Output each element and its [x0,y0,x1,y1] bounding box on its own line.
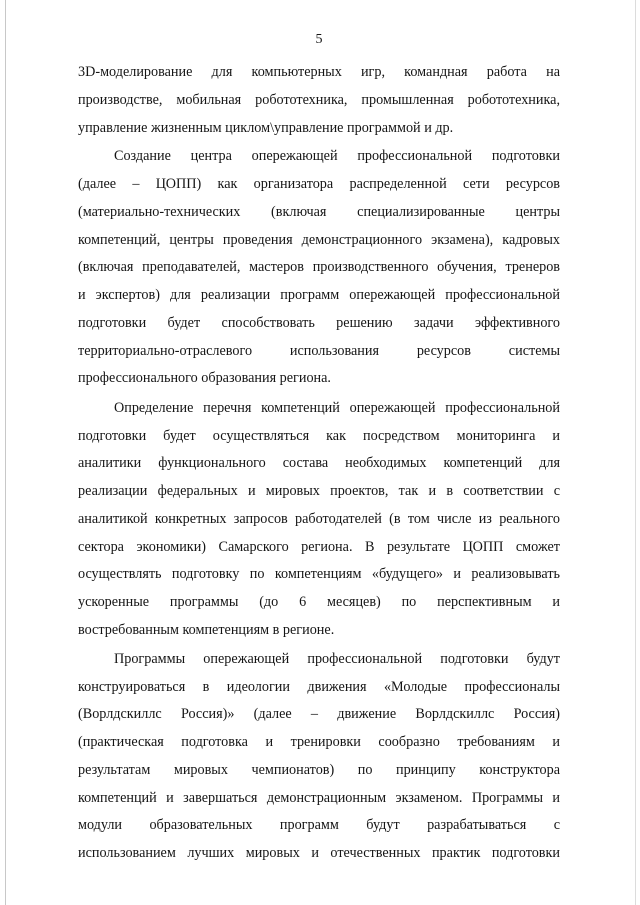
text-line: компетенций и завершаться демонстрационным экзаменом. Программы и [78,790,560,806]
text-line: (далее – ЦОПП) как организатора распределенной сети ресурсов [78,176,560,192]
text-line: модули образовательных программ будут разрабатываться с [78,817,560,833]
text-line: аналитики функционального состава необходимых компетенций для [78,455,560,471]
text-line: (материально-технических (включая специализированные центры [78,204,560,220]
scan-edge-right [635,0,636,905]
text-line: (Ворлдскиллс Россия)» (далее – движение Ворлдскиллс Россия) [78,706,560,722]
text-line: аналитикой конкретных запросов работодателей (в том числе из реального [78,511,560,527]
text-line: реализации федеральных и мировых проектов, так и в соответствии с [78,483,560,499]
text-line: результатам мировых чемпионатов) по принципу конструктора [78,762,560,778]
text-line: ускоренные программы (до 6 месяцев) по перспективным и [78,594,560,610]
text-line: осуществлять подготовку по компетенциям «будущего» и реализовывать [78,566,560,582]
text-line: сектора экономики) Самарского региона. В результате ЦОПП сможет [78,539,560,555]
text-line: Определение перечня компетенций опережающей профессиональной [114,400,560,416]
text-line: территориально-отраслевого использования ресурсов системы [78,343,560,359]
text-line: профессионального образования региона. [78,370,331,386]
text-line: Создание центра опережающей профессиональной подготовки [114,148,560,164]
text-line: 3D-моделирование для компьютерных игр, командная работа на [78,64,560,80]
scan-edge-left [5,0,6,905]
page-number: 5 [315,32,323,47]
text-line: управление жизненным циклом\управление программой и др. [78,120,454,136]
text-line: Программы опережающей профессиональной подготовки будут [114,651,560,667]
text-line: и экспертов) для реализации программ опережающей профессиональной [78,287,560,303]
text-line: подготовки будет способствовать решению задачи эффективного [78,315,560,331]
text-line: использованием лучших мировых и отечественных практик подготовки [78,845,560,861]
text-line: компетенций, центры проведения демонстрационного экзамена), кадровых [78,232,560,248]
text-line: (практическая подготовка и тренировки сообразно требованиям и [78,734,560,750]
text-line: востребованным компетенциям в регионе. [78,622,335,638]
text-line: подготовки будет осуществляться как посредством мониторинга и [78,428,560,444]
text-line: конструироваться в идеологии движения «Молодые профессионалы [78,679,560,695]
text-line: производстве, мобильная робототехника, промышленная робототехника, [78,92,560,108]
text-line: (включая преподавателей, мастеров производственного обучения, тренеров [78,259,560,275]
